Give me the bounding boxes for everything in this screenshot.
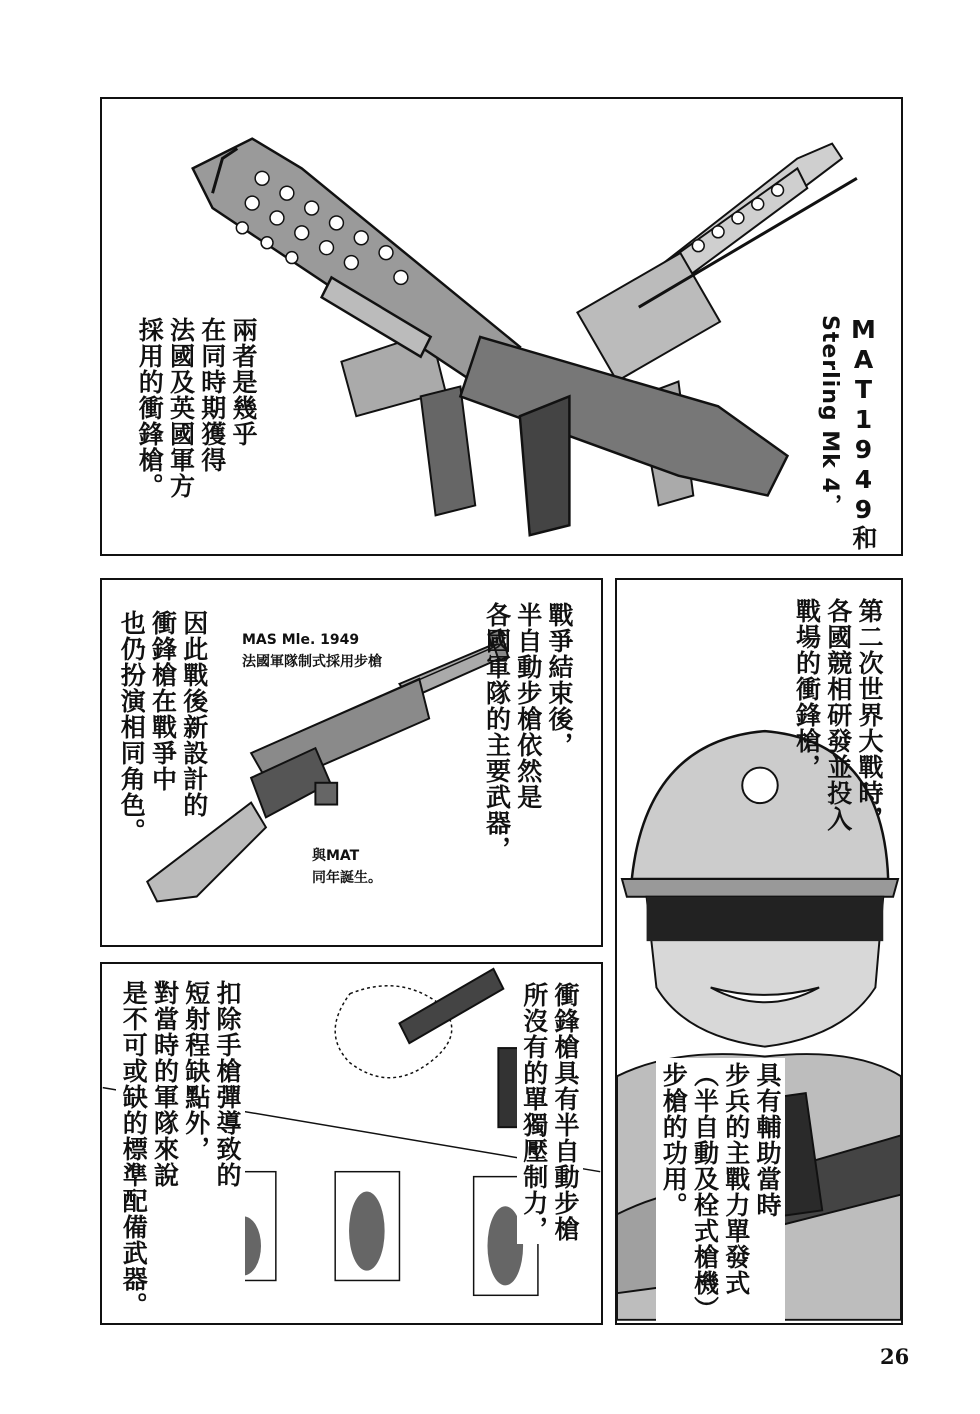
caption-line: 戰場的衝鋒槍， bbox=[792, 598, 822, 780]
rifle-note-line: 與MAT bbox=[312, 848, 360, 864]
page-number: 26 bbox=[880, 1344, 910, 1369]
caption-line: 扣除手槍彈導致的 bbox=[213, 980, 242, 1188]
caption-line: 第二次世界大戰時， bbox=[855, 598, 884, 832]
caption-line: 對當時的軍隊來說 bbox=[150, 980, 180, 1188]
caption-adopted-same-period bbox=[134, 317, 259, 499]
caption-war-ended bbox=[481, 602, 575, 862]
caption-line: 衝鋒槍具有半自動步槍 bbox=[551, 982, 580, 1242]
caption-line: 戰爭結束後， bbox=[545, 602, 574, 758]
rifle-label bbox=[242, 630, 382, 673]
panel-top-guns bbox=[100, 97, 903, 556]
panel-soldier bbox=[615, 578, 903, 1325]
caption-line: （半自動及栓式槍機） bbox=[690, 1062, 720, 1322]
caption-support-rifle bbox=[656, 1058, 785, 1325]
rifle-note-line: 同年誕生。 bbox=[312, 869, 382, 886]
caption-line: 兩者是幾乎 bbox=[229, 317, 258, 447]
caption-line: Sterling Mk 4， bbox=[817, 315, 842, 517]
caption-line: 各國競相研發並投入 bbox=[823, 598, 853, 832]
panel-postwar-rifle bbox=[100, 578, 603, 947]
caption-line: 步槍的功用。 bbox=[659, 1062, 689, 1218]
caption-standard-equipment bbox=[116, 978, 245, 1320]
caption-line: 短射程缺點外， bbox=[181, 980, 211, 1162]
rifle-description: 法國軍隊制式採用步槍 bbox=[242, 653, 382, 670]
caption-sterling-mk4 bbox=[816, 315, 844, 517]
caption-line: 具有輔助當時 bbox=[753, 1062, 782, 1218]
rifle-name: MAS Mle. 1949 bbox=[242, 632, 360, 648]
caption-mat-sterling bbox=[848, 315, 879, 551]
caption-line: 因此戰後新設計的 bbox=[179, 610, 209, 818]
caption-line: MAT1949和 bbox=[849, 315, 878, 551]
caption-suppression bbox=[517, 980, 584, 1244]
caption-line: 在同時期獲得 bbox=[197, 317, 227, 473]
caption-line: 各國軍隊的主要武器， bbox=[482, 602, 512, 862]
caption-line: 步兵的主戰力單發式 bbox=[721, 1062, 751, 1296]
caption-line: 採用的衝鋒槍。 bbox=[135, 317, 165, 499]
caption-ww2-smg bbox=[791, 598, 885, 832]
panel-shooting-range bbox=[100, 962, 603, 1325]
caption-line: 所沒有的單獨壓制力， bbox=[519, 982, 549, 1242]
caption-line: 是不可或缺的標準配備武器。 bbox=[119, 980, 149, 1318]
caption-line: 衝鋒槍在戰爭中 bbox=[148, 610, 178, 792]
rifle-note bbox=[312, 846, 382, 889]
caption-line: 也仍扮演相同角色。 bbox=[117, 610, 147, 844]
caption-postwar-smg bbox=[116, 610, 210, 844]
caption-line: 半自動步槍依然是 bbox=[513, 602, 543, 810]
caption-line: 法國及英國軍方 bbox=[166, 317, 196, 499]
